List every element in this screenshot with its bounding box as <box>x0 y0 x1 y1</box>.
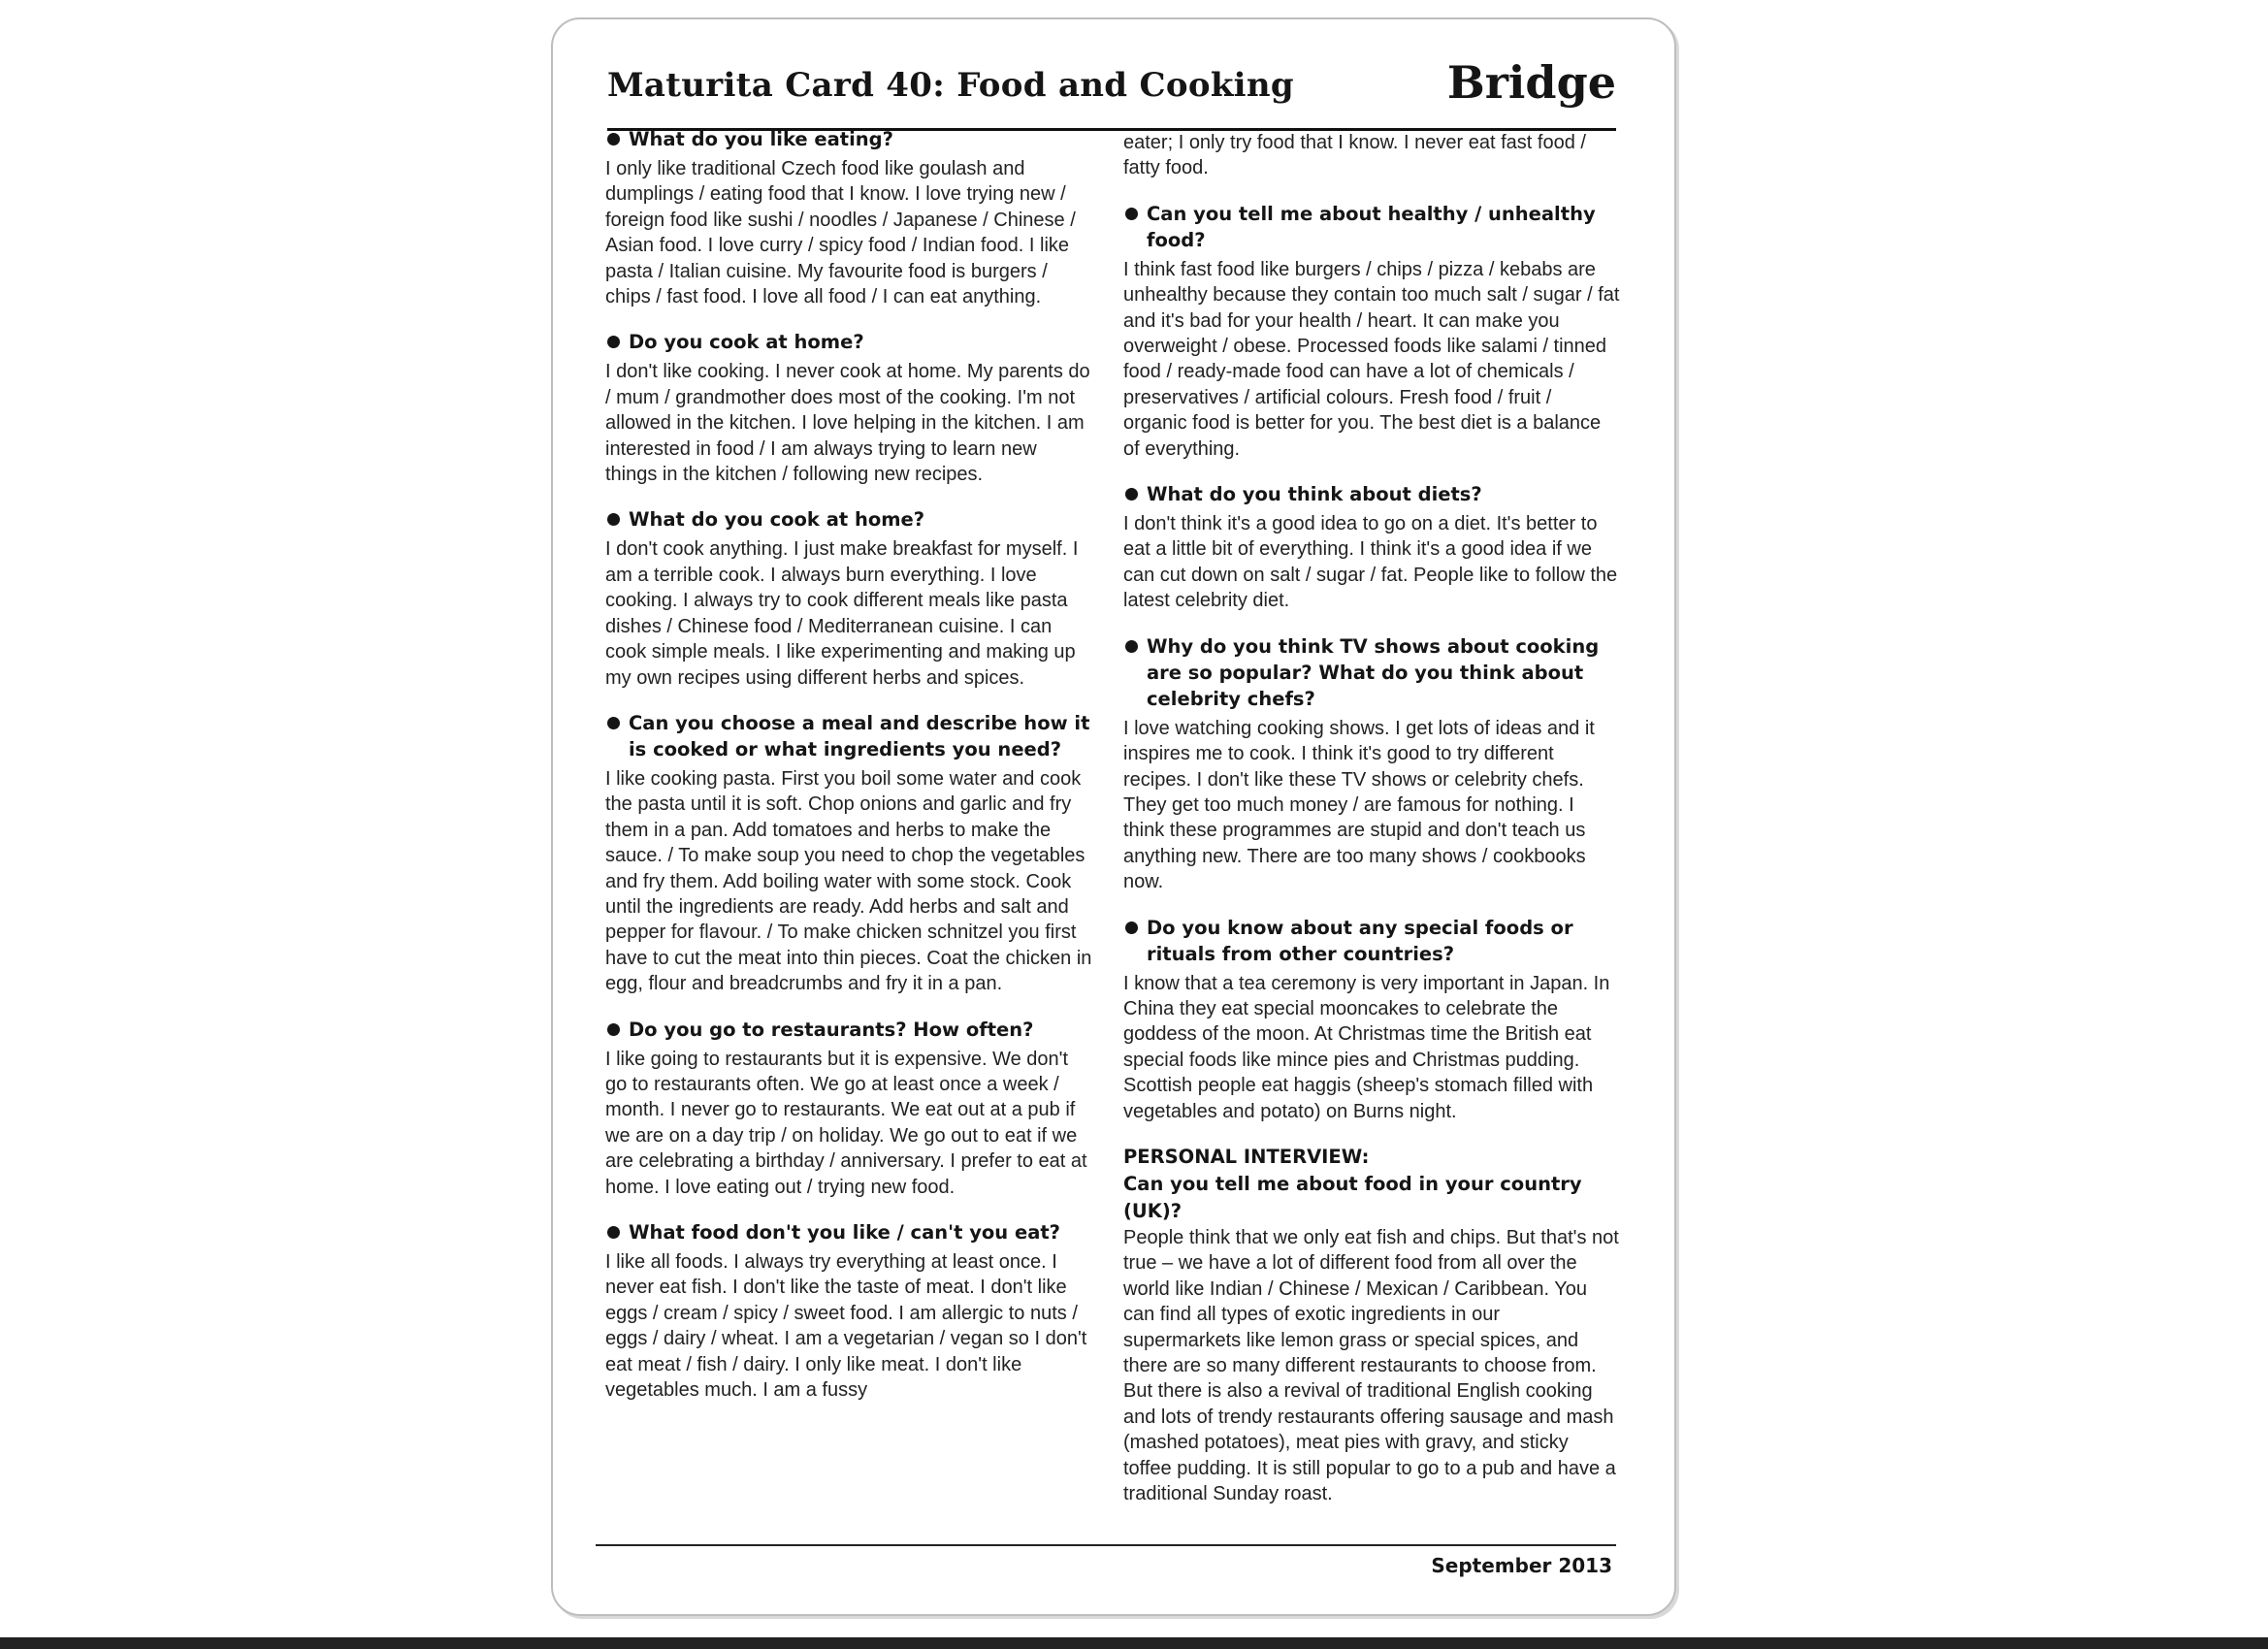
question-heading <box>605 1017 1092 1043</box>
bullet-icon <box>607 1226 620 1239</box>
qa-item <box>605 1219 1092 1403</box>
brand-logo: Bridge <box>1446 56 1616 109</box>
answer-text: I only like traditional Czech food like goulash and dumplings / eating food that I know. I love trying new / foreign food like sushi / noodles / Japanese / Chinese / Asian food. I love curry / spicy food / Indian food. I like pasta / Italian cuisine. My favourite food is burgers / chips / fast food. I love all food / I can eat anything. <box>605 158 1076 308</box>
personal-interview <box>1123 1144 1620 1506</box>
bullet-icon <box>1125 488 1138 501</box>
question-text: What do you think about diets? <box>1147 483 1482 506</box>
question-heading <box>605 329 1092 355</box>
answer-text: I don't think it's a good idea to go on a diet. It's better to eat a little bit of everything. I think it's a good idea if we can cut down on salt / sugar / fat. People like to follow the latest celebrity diet. <box>1123 513 1618 612</box>
qa-item <box>1123 915 1620 1124</box>
question-heading <box>1123 915 1620 967</box>
card-title: Maturita Card 40: Food and Cooking <box>607 66 1294 105</box>
bullet-icon <box>607 717 620 729</box>
question-text: What food don't you like / can't you eat? <box>629 1221 1060 1244</box>
qa-item <box>605 1017 1092 1200</box>
qa-item <box>1123 481 1620 614</box>
interview-heading: PERSONAL INTERVIEW: <box>1123 1145 1370 1168</box>
question-heading <box>605 126 1092 152</box>
question-text: Do you go to restaurants? How often? <box>629 1018 1034 1041</box>
question-heading <box>605 710 1092 762</box>
qa-item <box>605 329 1092 487</box>
bullet-icon <box>607 513 620 526</box>
answer-text: I don't cook anything. I just make breakfast for myself. I am a terrible cook. I always burn everything. I love cooking. I always try to cook different meals like pasta dishes / Chinese food / Mediterranean cuisine. I can cook simple meals. I like experimenting and making up my own recipes using different herbs and spices. <box>605 538 1079 689</box>
maturita-card <box>551 17 1676 1616</box>
qa-item <box>605 126 1092 309</box>
qa-item <box>605 506 1092 690</box>
answer-text: I think fast food like burgers / chips / pizza / kebabs are unhealthy because they contain too much salt / sugar / fat and it's bad for your health / heart. It can make you overweight / obese. Processed foods like salami / tinned food / ready-made food can have a lot of chemicals / preservatives / artificial colours. Fresh food / fruit / organic food is better for you. The best diet is a balance of everything. <box>1123 258 1620 460</box>
question-heading <box>1123 633 1620 712</box>
bullet-icon <box>607 336 620 348</box>
question-text: Can you tell me about healthy / unhealthy food? <box>1147 202 1596 251</box>
qa-item <box>1123 201 1620 462</box>
bullet-icon <box>1125 922 1138 934</box>
bullet-icon <box>607 1023 620 1036</box>
scanner-edge <box>0 1637 2268 1649</box>
interview-answer: People think that we only eat fish and chips. But that's not true – we have a lot of different food from all over the world like Indian / Chinese / Mexican / Caribbean. You can find all types of exotic ingredients in our supermarkets like lemon grass or special spices, and there are so many different restaurants to choose from. But there is also a revival of traditional English cooking and lots of trendy restaurants offering sausage and mash (mashed potatoes), meat pies with gravy, and sticky toffee pudding. It is still popular to go to a pub and have a traditional Sunday roast. <box>1123 1226 1619 1505</box>
answer-text: I don't like cooking. I never cook at home. My parents do / mum / grandmother does most of the cooking. I'm not allowed in the kitchen. I love helping in the kitchen. I am interested in food / I am always trying to learn new things in the kitchen / following new recipes. <box>605 361 1090 486</box>
left-column <box>605 126 1092 1420</box>
interview-question: Can you tell me about food in your country (UK)? <box>1123 1172 1582 1222</box>
question-heading <box>1123 201 1620 253</box>
question-text: Do you cook at home? <box>629 331 864 354</box>
bullet-icon <box>607 133 620 146</box>
footer-divider <box>596 1544 1616 1546</box>
bullet-icon <box>1125 640 1138 653</box>
question-heading <box>1123 481 1620 507</box>
question-text: Can you choose a meal and describe how it is cooked or what ingredients you need? <box>629 711 1090 760</box>
footer-date: September 2013 <box>1431 1554 1612 1577</box>
qa-item <box>1123 633 1620 895</box>
question-text: Why do you think TV shows about cooking are so popular? What do you think about celebrity chefs? <box>1147 634 1600 710</box>
card-header <box>607 45 1616 131</box>
bullet-icon <box>1125 208 1138 220</box>
question-text: What do you like eating? <box>629 128 893 150</box>
question-heading <box>605 1219 1092 1245</box>
qa-item <box>605 710 1092 997</box>
answer-text: I love watching cooking shows. I get lots of ideas and it inspires me to cook. I think it's good to try different recipes. I don't like these TV shows or celebrity chefs. They get too much money / are famous for nothing. I think these programmes are stupid and don't teach us anything new. There are too many shows / cookbooks now. <box>1123 717 1595 893</box>
answer-text: I know that a tea ceremony is very important in Japan. In China they eat special mooncakes to celebrate the goddess of the moon. At Christmas time the British eat special foods like mince pies and Christmas pudding. Scottish people eat haggis (sheep's stomach filled with vegetables and potato) on Burns night. <box>1123 972 1610 1122</box>
right-column <box>1123 130 1620 1524</box>
answer-continuation: eater; I only try food that I know. I never eat fast food / fatty food. <box>1123 132 1586 179</box>
answer-text: I like all foods. I always try everything at least once. I never eat fish. I don't like the taste of meat. I don't like eggs / cream / spicy / sweet food. I am allergic to nuts / eggs / dairy / wheat. I am a vegetarian / vegan so I don't eat meat / fish / dairy. I only like meat. I don't like vegetables much. I am a fussy <box>605 1251 1087 1402</box>
question-text: Do you know about any special foods or rituals from other countries? <box>1147 916 1573 965</box>
question-text: What do you cook at home? <box>629 508 925 532</box>
question-heading <box>605 506 1092 533</box>
answer-text: I like going to restaurants but it is expensive. We don't go to restaurants often. We go at least once a week / month. I never go to restaurants. We eat out at a pub if we are on a day trip / on holiday. We go out to eat if we are celebrating a birthday / anniversary. I prefer to eat at home. I love eating out / trying new food. <box>605 1048 1087 1198</box>
answer-text: I like cooking pasta. First you boil some water and cook the pasta until it is soft. Chop onions and garlic and fry them in a pan. Add tomatoes and herbs to make the sauce. / To make soup you need to chop the vegetables and fry them. Add boiling water with some stock. Cook until the ingredients are ready. Add herbs and salt and pepper for flavour. / To make chicken schnitzel you first have to cut the meat into thin pieces. Coat the chicken in egg, flour and breadcrumbs and fry it in a pan. <box>605 767 1092 995</box>
